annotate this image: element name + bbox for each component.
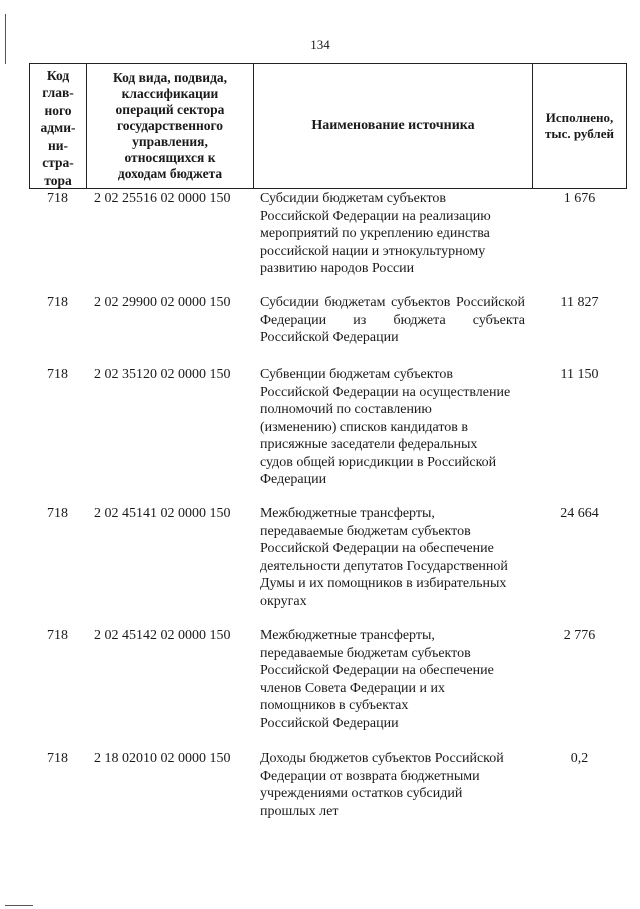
scan-edge-line <box>5 905 33 906</box>
source-name-cell: Субсидии бюджетам субъектов Российской Федерации из бюджета субъекта Российской Федерации <box>260 295 525 345</box>
amount-cell: 24 664 <box>560 506 599 521</box>
admin-code-cell: 718 <box>47 367 68 382</box>
amount-cell: 0,2 <box>570 751 589 766</box>
amount-cell: 1 676 <box>563 191 596 206</box>
header-admin-code: Код глав- ного адми- ни- стра- тора <box>29 64 86 188</box>
type-code-cell: 2 02 35120 02 0000 150 <box>94 367 231 382</box>
table-header <box>29 63 627 189</box>
source-name-cell: Субвенции бюджетам субъектов Российской Федерации на осуществление полномочий по составлению (изменению) списков кандидатов в присяжные заседатели федеральных судов общей юрисдикции в Российской Федерации <box>260 367 511 487</box>
header-type-code: Код вида, подвида, классификации операций сектора государственного управления, относящихся к доходам бюджета <box>86 64 253 188</box>
type-code-cell: 2 02 29900 02 0000 150 <box>94 295 231 310</box>
type-code-cell: 2 18 02010 02 0000 150 <box>94 751 231 766</box>
amount-cell: 11 827 <box>560 295 599 310</box>
source-name-cell: Субсидии бюджетам субъектов Российской Федерации на реализацию мероприятий по укреплению единства российской нации и этнокультурному развитию народов России <box>260 191 491 276</box>
source-name-cell: Межбюджетные трансферты, передаваемые бюджетам субъектов Российской Федерации на обеспечение членов Совета Федерации и их помощников в субъектах Российской Федерации <box>260 628 494 731</box>
amount-cell: 11 150 <box>560 367 599 382</box>
type-code-cell: 2 02 45141 02 0000 150 <box>94 506 231 521</box>
source-name-cell: Доходы бюджетов субъектов Российской Федерации от возврата бюджетными учреждениями остатков субсидий прошлых лет <box>260 751 504 819</box>
admin-code-cell: 718 <box>47 751 68 766</box>
type-code-cell: 2 02 25516 02 0000 150 <box>94 191 231 206</box>
header-executed: Исполнено, тыс. рублей <box>532 64 627 188</box>
type-code-cell: 2 02 45142 02 0000 150 <box>94 628 231 643</box>
admin-code-cell: 718 <box>47 191 68 206</box>
admin-code-cell: 718 <box>47 506 68 521</box>
admin-code-cell: 718 <box>47 295 68 310</box>
header-source-name: Наименование источника <box>253 64 532 188</box>
source-name-cell: Межбюджетные трансферты, передаваемые бюджетам субъектов Российской Федерации на обеспечение деятельности депутатов Государственной Думы и их помощников в избирательных округах <box>260 506 508 609</box>
admin-code-cell: 718 <box>47 628 68 643</box>
page-number: 134 <box>310 37 330 52</box>
amount-cell: 2 776 <box>563 628 596 643</box>
